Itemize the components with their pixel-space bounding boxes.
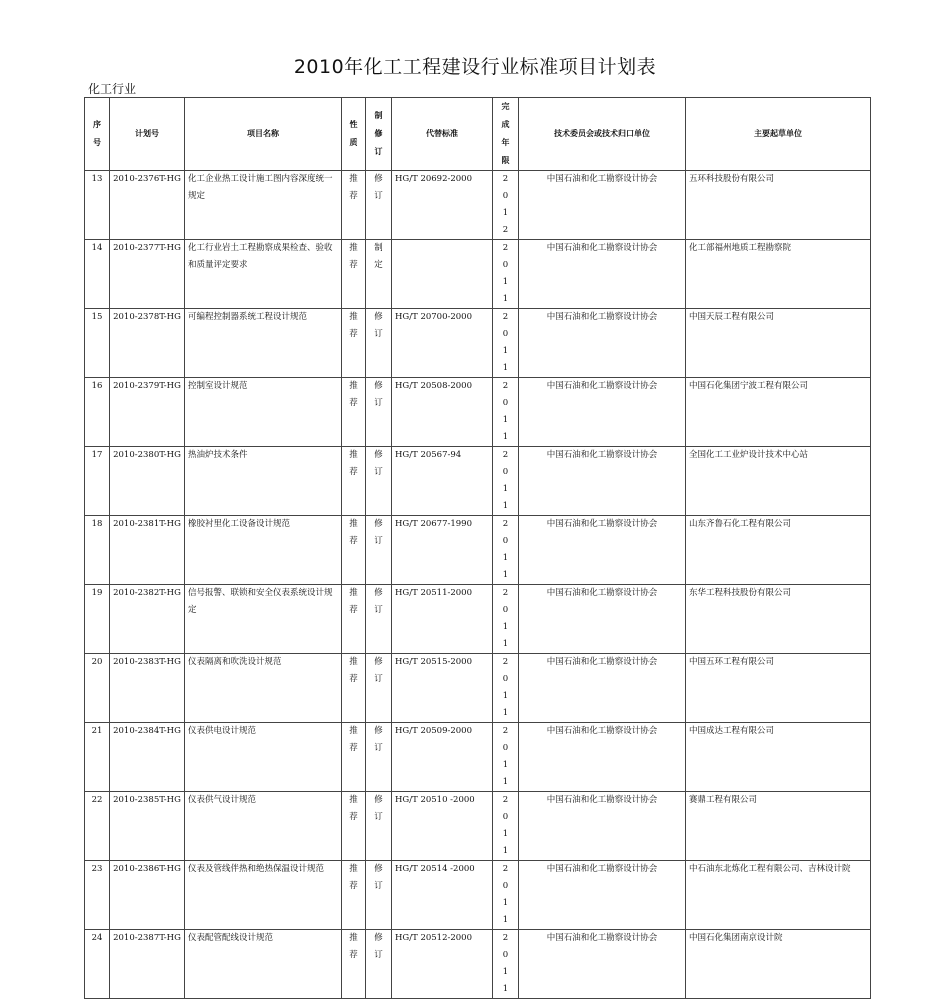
cell-drafting-unit: 山东齐鲁石化工程有限公司 [686,516,871,585]
cell-project-name: 仪表配管配线设计规范 [185,930,342,999]
cell-completion-year: 2011 [493,792,519,861]
cell-project-name: 热油炉技术条件 [185,447,342,516]
cell-completion-year: 2011 [493,516,519,585]
cell-completion-year: 2011 [493,861,519,930]
cell-committee: 中国石油和化工勘察设计协会 [519,171,686,240]
cell-revise-type: 修订 [366,171,392,240]
cell-replaced-standard: HG/T 20510 -2000 [392,792,493,861]
cell-project-name: 信号报警、联锁和安全仪表系统设计规定 [185,585,342,654]
cell-committee: 中国石油和化工勘察设计协会 [519,930,686,999]
table-row [85,723,871,792]
cell-nature: 推荐 [342,240,366,309]
cell-seq: 23 [85,861,110,930]
cell-drafting-unit: 中国成达工程有限公司 [686,723,871,792]
table-row [85,378,871,447]
section-label: 化工行业 [88,82,137,96]
cell-plan-number: 2010-2381T-HG [110,516,185,585]
cell-project-name: 仪表隔离和吹洗设计规范 [185,654,342,723]
cell-seq: 16 [85,378,110,447]
cell-nature: 推荐 [342,171,366,240]
cell-completion-year: 2011 [493,723,519,792]
table-row [85,654,871,723]
table-row [85,792,871,861]
cell-nature: 推荐 [342,654,366,723]
cell-committee: 中国石油和化工勘察设计协会 [519,585,686,654]
cell-revise-type: 修订 [366,585,392,654]
cell-project-name: 控制室设计规范 [185,378,342,447]
cell-drafting-unit: 全国化工工业炉设计技术中心站 [686,447,871,516]
cell-plan-number: 2010-2382T-HG [110,585,185,654]
cell-plan-number: 2010-2380T-HG [110,447,185,516]
cell-project-name: 化工企业热工设计施工图内容深度统一规定 [185,171,342,240]
cell-committee: 中国石油和化工勘察设计协会 [519,309,686,378]
cell-drafting-unit: 东华工程科技股份有限公司 [686,585,871,654]
cell-committee: 中国石油和化工勘察设计协会 [519,723,686,792]
cell-completion-year: 2011 [493,240,519,309]
table-row [85,171,871,240]
header-plan: 计划号 [110,98,185,171]
cell-nature: 推荐 [342,930,366,999]
cell-nature: 推荐 [342,447,366,516]
cell-revise-type: 修订 [366,378,392,447]
cell-replaced-standard: HG/T 20692-2000 [392,171,493,240]
cell-completion-year: 2011 [493,654,519,723]
cell-committee: 中国石油和化工勘察设计协会 [519,240,686,309]
cell-completion-year: 2011 [493,378,519,447]
cell-seq: 17 [85,447,110,516]
table-row [85,516,871,585]
cell-seq: 19 [85,585,110,654]
cell-seq: 22 [85,792,110,861]
header-name: 项目名称 [185,98,342,171]
cell-replaced-standard: HG/T 20512-2000 [392,930,493,999]
cell-revise-type: 修订 [366,447,392,516]
cell-committee: 中国石油和化工勘察设计协会 [519,861,686,930]
cell-seq: 15 [85,309,110,378]
cell-drafting-unit: 五环科技股份有限公司 [686,171,871,240]
cell-plan-number: 2010-2385T-HG [110,792,185,861]
page-title: 2010年化工工程建设行业标准项目计划表 [293,56,657,78]
cell-drafting-unit: 中国石化集团南京设计院 [686,930,871,999]
cell-completion-year: 2011 [493,309,519,378]
cell-revise-type: 修订 [366,654,392,723]
header-drafter: 主要起草单位 [686,98,871,171]
standards-plan-table [84,97,871,999]
cell-project-name: 仪表及管线伴热和绝热保温设计规范 [185,861,342,930]
cell-seq: 13 [85,171,110,240]
header-nature: 性质 [342,98,366,171]
header-replace: 代替标准 [392,98,493,171]
cell-revise-type: 制定 [366,240,392,309]
cell-nature: 推荐 [342,309,366,378]
cell-replaced-standard: HG/T 20567-94 [392,447,493,516]
cell-nature: 推荐 [342,861,366,930]
cell-revise-type: 修订 [366,792,392,861]
table-row [85,309,871,378]
header-year: 完成年限 [493,98,519,171]
cell-drafting-unit: 中国天辰工程有限公司 [686,309,871,378]
cell-plan-number: 2010-2387T-HG [110,930,185,999]
cell-project-name: 可编程控制器系统工程设计规范 [185,309,342,378]
cell-drafting-unit: 赛鼎工程有限公司 [686,792,871,861]
cell-revise-type: 修订 [366,930,392,999]
table-header-row [85,98,871,171]
cell-revise-type: 修订 [366,723,392,792]
cell-completion-year: 2011 [493,447,519,516]
cell-nature: 推荐 [342,723,366,792]
cell-seq: 21 [85,723,110,792]
cell-project-name: 橡胶衬里化工设备设计规范 [185,516,342,585]
cell-plan-number: 2010-2376T-HG [110,171,185,240]
cell-committee: 中国石油和化工勘察设计协会 [519,447,686,516]
cell-replaced-standard: HG/T 20515-2000 [392,654,493,723]
cell-committee: 中国石油和化工勘察设计协会 [519,378,686,447]
cell-drafting-unit: 中石油东北炼化工程有限公司、吉林设计院 [686,861,871,930]
cell-seq: 24 [85,930,110,999]
cell-plan-number: 2010-2383T-HG [110,654,185,723]
cell-seq: 14 [85,240,110,309]
cell-project-name: 仪表供气设计规范 [185,792,342,861]
cell-committee: 中国石油和化工勘察设计协会 [519,792,686,861]
cell-replaced-standard [392,240,493,309]
cell-replaced-standard: HG/T 20700-2000 [392,309,493,378]
cell-drafting-unit: 中国五环工程有限公司 [686,654,871,723]
header-revise: 制修订 [366,98,392,171]
cell-seq: 20 [85,654,110,723]
cell-nature: 推荐 [342,378,366,447]
cell-project-name: 仪表供电设计规范 [185,723,342,792]
cell-committee: 中国石油和化工勘察设计协会 [519,516,686,585]
cell-project-name: 化工行业岩土工程勘察成果检查、验收和质量评定要求 [185,240,342,309]
table-row [85,240,871,309]
cell-replaced-standard: HG/T 20509-2000 [392,723,493,792]
cell-committee: 中国石油和化工勘察设计协会 [519,654,686,723]
cell-completion-year: 2011 [493,585,519,654]
cell-seq: 18 [85,516,110,585]
header-seq: 序号 [85,98,110,171]
cell-drafting-unit: 化工部福州地质工程勘察院 [686,240,871,309]
cell-drafting-unit: 中国石化集团宁波工程有限公司 [686,378,871,447]
header-committee: 技术委员会或技术归口单位 [519,98,686,171]
cell-plan-number: 2010-2386T-HG [110,861,185,930]
cell-replaced-standard: HG/T 20677-1990 [392,516,493,585]
cell-plan-number: 2010-2377T-HG [110,240,185,309]
cell-plan-number: 2010-2384T-HG [110,723,185,792]
cell-plan-number: 2010-2378T-HG [110,309,185,378]
table-row [85,585,871,654]
cell-replaced-standard: HG/T 20514 -2000 [392,861,493,930]
cell-completion-year: 2011 [493,930,519,999]
table-row [85,861,871,930]
cell-revise-type: 修订 [366,861,392,930]
cell-completion-year: 2012 [493,171,519,240]
table-row [85,447,871,516]
cell-nature: 推荐 [342,585,366,654]
cell-revise-type: 修订 [366,516,392,585]
cell-nature: 推荐 [342,516,366,585]
table-row [85,930,871,999]
cell-revise-type: 修订 [366,309,392,378]
cell-plan-number: 2010-2379T-HG [110,378,185,447]
cell-nature: 推荐 [342,792,366,861]
cell-replaced-standard: HG/T 20511-2000 [392,585,493,654]
cell-replaced-standard: HG/T 20508-2000 [392,378,493,447]
